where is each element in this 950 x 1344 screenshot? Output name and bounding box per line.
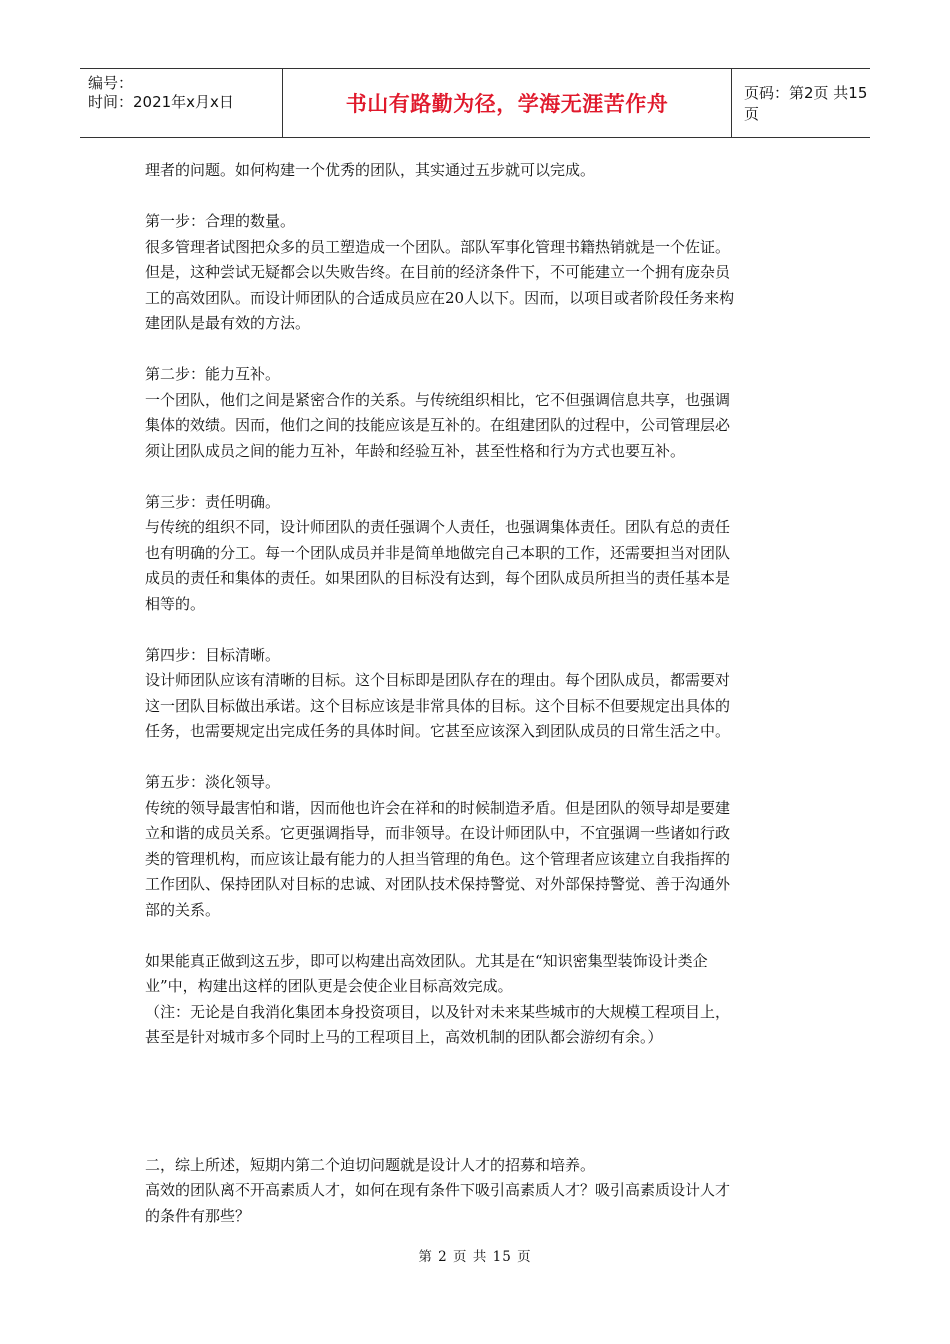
body-line: 任务，也需要规定出完成任务的具体时间。它甚至应该深入到团队成员的日常生活之中。 (145, 722, 731, 740)
document-body (145, 158, 813, 1229)
section2-line: 高效的团队离不开高素质人才，如何在现有条件下吸引高素质人才？吸引高素质设计人才 (145, 1181, 731, 1199)
note-line: （注：无论是自我消化集团本身投资项目，以及针对未来某些城市的大规模工程项目上， (145, 1002, 731, 1021)
conclusion-line: 业”中，构建出这样的团队更是会使企业目标高效完成。 (145, 977, 513, 995)
section2-line: 的条件有那些？ (145, 1206, 251, 1225)
body-line: 设计师团队应该有清晰的目标。这个目标即是团队存在的理由。每个团队成员，都需要对 (145, 671, 731, 689)
body-line: 部的关系。 (145, 900, 221, 919)
body-line: 立和谐的成员关系。它更强调指导，而非领导。在设计师团队中，不宜强调一些诸如行政 (145, 824, 731, 842)
body-line: 也有明确的分工。每一个团队成员并非是简单地做完自己本职的工作，还需要担当对团队 (145, 543, 731, 562)
conclusion-line: 如果能真正做到这五步，即可以构建出高效团队。尤其是在“知识密集型装饰设计类企 (145, 951, 708, 970)
header-motto-cell (283, 69, 732, 137)
body-line: 集体的效绩。因而，他们之间的技能应该是互补的。在组建团队的过程中，公司管理层必 (145, 416, 731, 434)
body-line: 传统的领导最害怕和谐，因而他也许会在祥和的时候制造矛盾。但是团队的领导却是要建 (145, 798, 731, 817)
step1-heading: 第一步：合理的数量。 (145, 212, 296, 230)
header-meta-cell (80, 69, 283, 137)
body-line: 类的管理机构，而应该让最有能力的人担当管理的角色。这个管理者应该建立自我指挥的 (145, 849, 731, 868)
body-line: 工作团队、保持团队对目标的忠诚、对团队技术保持警觉、对外部保持警觉、善于沟通外 (145, 875, 731, 893)
header-page-cell (732, 69, 870, 137)
body-line: 一个团队，他们之间是紧密合作的关系。与传统组织相比，它不但强调信息共享，也强调 (145, 390, 731, 409)
page-header (80, 68, 870, 138)
body-line: 建团队是最有效的方法。 (145, 314, 311, 332)
document-number-label: 编号： (88, 74, 134, 92)
note-line: 甚至是针对城市多个同时上马的工程项目上，高效机制的团队都会游纫有余。） (145, 1028, 663, 1046)
header-page-number: 页码：第2页 共15页 (744, 84, 868, 123)
body-line: 与传统的组织不同，设计师团队的责任强调个人责任，也强调集体责任。团队有总的责任 (145, 518, 731, 536)
section2-line: 二，综上所述，短期内第二个迫切问题就是设计人才的招募和培养。 (145, 1155, 596, 1174)
body-line: 这一团队目标做出承诺。这个目标应该是非常具体的目标。这个目标不但要规定出具体的 (145, 696, 731, 715)
body-line: 成员的责任和集体的责任。如果团队的目标没有达到，每个团队成员所担当的责任基本是 (145, 569, 731, 587)
page-footer: 第 2 页 共 15 页 (418, 1249, 532, 1265)
body-line: 但是，这种尝试无疑都会以失败告终。在目前的经济条件下，不可能建立一个拥有庞杂员 (145, 263, 731, 281)
body-line: 很多管理者试图把众多的员工塑造成一个团队。部队军事化管理书籍热销就是一个佐证。 (145, 237, 731, 256)
body-line: 相等的。 (145, 594, 206, 613)
body-line: 须让团队成员之间的能力互补，年龄和经验互补，甚至性格和行为方式也要互补。 (145, 441, 686, 460)
step2-heading: 第二步：能力互补。 (145, 365, 281, 383)
body-line: 工的高效团队。而设计师团队的合适成员应在20人以下。因而，以项目或者阶段任务来构 (145, 288, 735, 307)
document-date-label: 时间：2021年x月x日 (88, 93, 234, 111)
step4-heading: 第四步：目标清晰。 (145, 645, 281, 664)
header-motto: 书山有路勤为径，学海无涯苦作舟 (345, 92, 669, 116)
step3-heading: 第三步：责任明确。 (145, 492, 281, 511)
body-line: 理者的问题。如何构建一个优秀的团队，其实通过五步就可以完成。 (145, 161, 596, 179)
step5-heading: 第五步：淡化领导。 (145, 773, 281, 791)
